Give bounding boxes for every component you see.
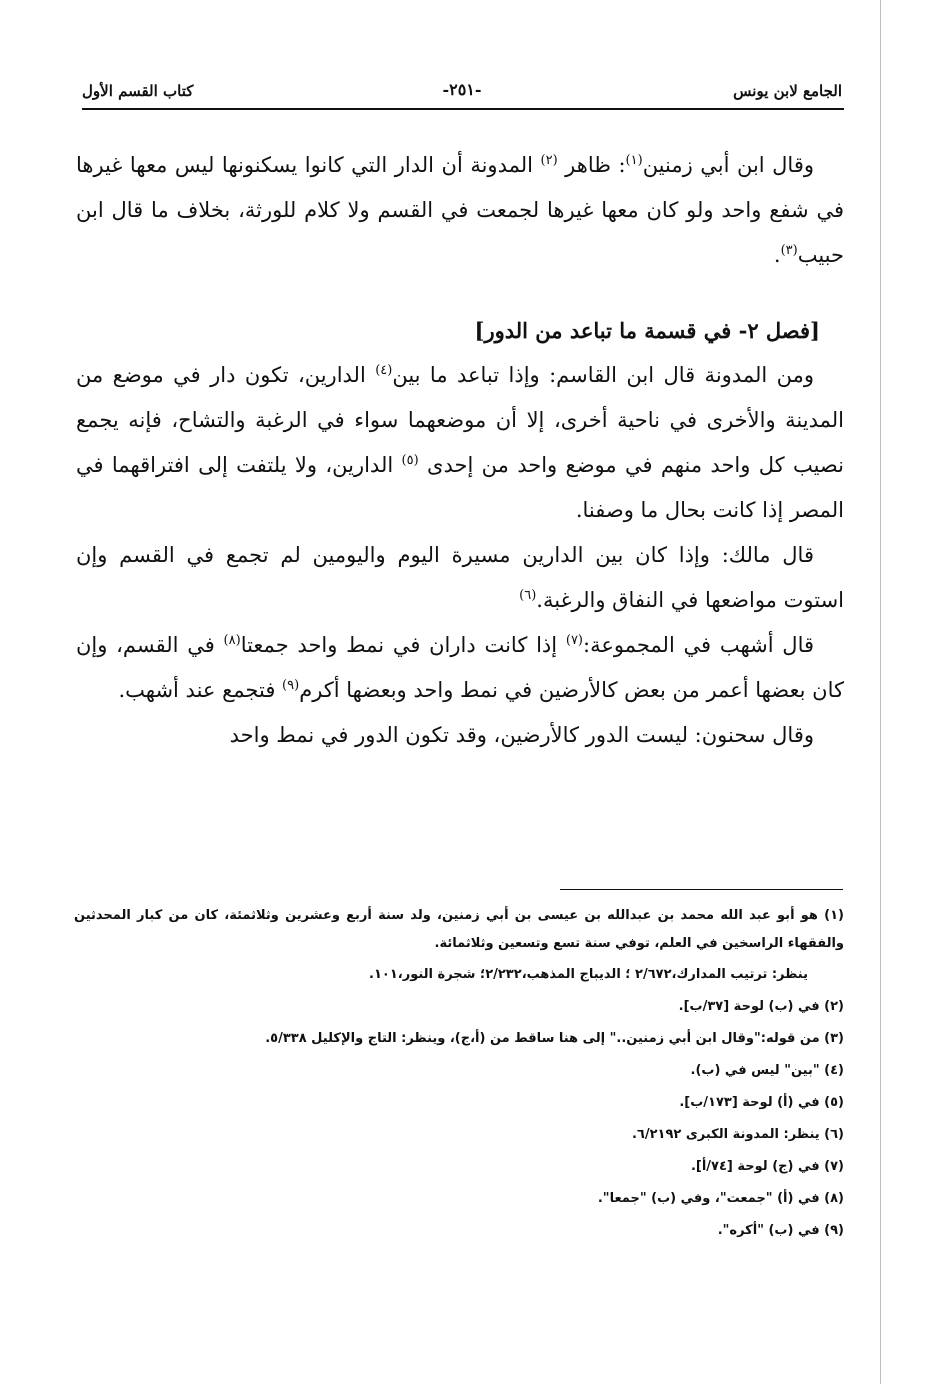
- page-binding-edge: [880, 0, 881, 1384]
- page-number: -٢٥١-: [442, 80, 482, 99]
- footnote-ref: (٦): [519, 588, 537, 603]
- footnote-ref: (٨): [223, 633, 241, 648]
- text-run: الدارين، ولا يلتفت إلى افتراقهما في المصر إذا كانت بحال ما وصفنا.: [76, 453, 844, 522]
- footnote-ref: (٧): [565, 633, 583, 648]
- text-run: قال مالك: وإذا كان بين الدارين مسيرة اليوم واليومين لم تجمع في القسم وإن استوت مواضعها في النفاق والرغبة.: [76, 543, 844, 612]
- section-heading: [فصل ٢- في قسمة ما تباعد من الدور]: [474, 318, 820, 343]
- footnote-4: (٤) "بين" ليس في (ب).: [690, 1063, 844, 1078]
- text-run: إذا كانت داران في نمط واحد جمعتا: [240, 633, 566, 657]
- paragraph-3: [76, 533, 844, 623]
- footnote-6: (٦) ينظر: المدونة الكبرى ٦/٢١٩٢.: [631, 1127, 844, 1142]
- footnotes: [74, 902, 844, 1252]
- text-run: وقال ابن أبي زمنين: [642, 153, 814, 177]
- text-run: الدارين، تكون دار في موضع من المدينة والأخرى في ناحية أخرى، إلا أن موضعهما سواء في الرغبة والتشاح، فإنه يجمع نصيب كل واحد منهم في موضع واحد من إحدى: [76, 363, 844, 477]
- paragraph-4: [76, 623, 844, 713]
- footnote-5: (٥) في (أ) لوحة [١٧٣/ب].: [679, 1095, 844, 1110]
- text-run: فتجمع عند أشهب.: [118, 678, 283, 702]
- footnote-ref: (٣): [780, 243, 798, 258]
- footnote-3: (٣) من قوله:"وقال ابن أبي زمنين.." إلى هنا ساقط من (أ،ج)، وينظر: التاج والإكليل ٥/٣٣٨.: [265, 1031, 844, 1046]
- header-book-title: الجامع لابن يونس: [733, 82, 842, 100]
- footnote-ref: (٥): [401, 453, 419, 468]
- footnote-ref: (٩): [282, 678, 300, 693]
- footnote-1: (١) هو أبو عبد الله محمد بن عبدالله بن عيسى بن أبي زمنين، ولد سنة أربع وعشرين وثلاثمئة، كان من كبار المحدثين والفقهاء الراسخين في العلم، توفي سنة تسع وتسعين وثلاثمائة.: [74, 908, 844, 951]
- text-run: : ظاهر: [557, 153, 626, 177]
- running-header: [82, 78, 842, 106]
- main-text: [76, 143, 844, 758]
- text-run: المدونة أن الدار التي كانوا يسكنونها ليس معها غيرها في شفع واحد ولو كان معها غيرها لجمعت في القسم ولا كلام للورثة، بخلاف ما قال ابن حبيب: [76, 153, 844, 267]
- footnote-2: (٢) في (ب) لوحة [٣٧/ب].: [678, 999, 844, 1014]
- footnote-9: (٩) في (ب) "أكره".: [717, 1223, 844, 1238]
- header-rule: [82, 108, 844, 110]
- paragraph-1: [76, 143, 844, 278]
- text-run: قال أشهب في المجموعة:: [583, 633, 815, 657]
- footnote-7: (٧) في (ج) لوحة [٧٤/أ].: [690, 1159, 844, 1174]
- footnote-ref: (١): [625, 153, 643, 168]
- text-run: .: [773, 243, 781, 267]
- paragraph-5: وقال سحنون: ليست الدور كالأرضين، وقد تكون الدور في نمط واحد: [229, 723, 814, 747]
- footnote-8: (٨) في (أ) "جمعت"، وفي (ب) "جمعا".: [597, 1191, 844, 1206]
- text-run: في القسم، وإن كان بعضها أعمر من بعض كالأرضين في نمط واحد وبعضها أكرم: [76, 633, 844, 702]
- header-section-title: كتاب القسم الأول: [82, 82, 194, 100]
- footnote-separator: [560, 889, 843, 890]
- footnote-1-references: ينظر: ترتيب المدارك،٢/٦٧٢ ؛ الديباج المذهب،٢/٢٣٢؛ شجرة النور،١٠١.: [369, 967, 808, 982]
- footnote-ref: (٢): [540, 153, 558, 168]
- text-run: ومن المدونة قال ابن القاسم: وإذا تباعد ما بين: [392, 363, 814, 387]
- footnote-ref: (٤): [375, 363, 393, 378]
- paragraph-2: [76, 353, 844, 533]
